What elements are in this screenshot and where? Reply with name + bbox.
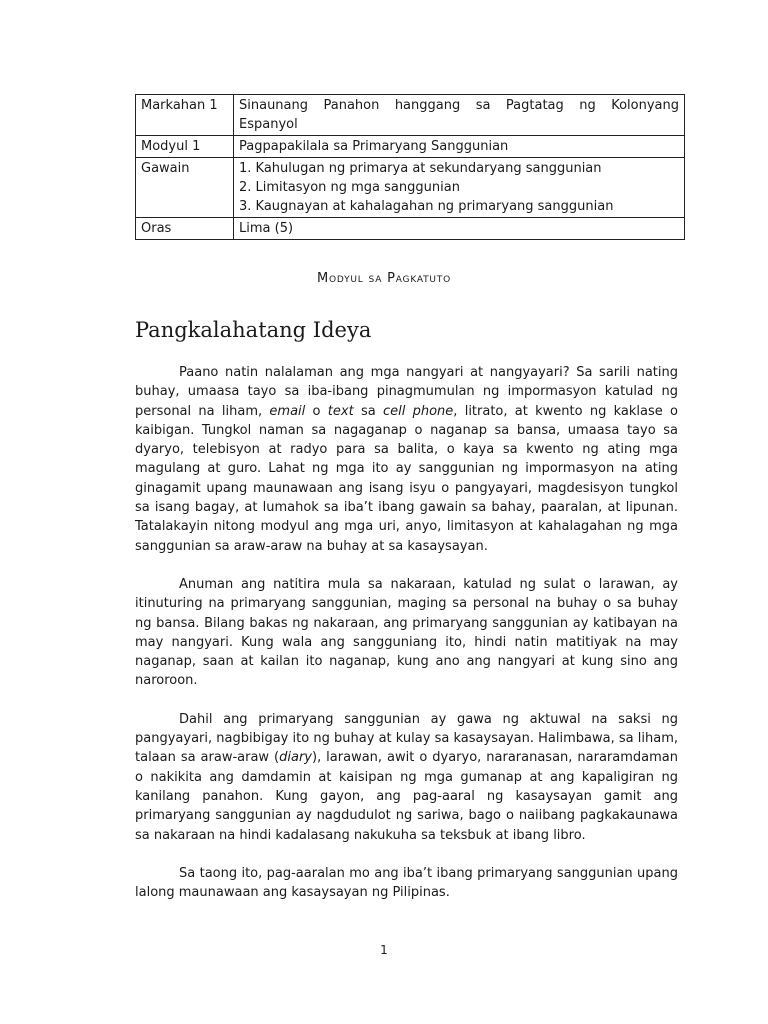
table-row-markahan xyxy=(136,95,685,136)
page-number: 1 xyxy=(380,943,388,957)
markahan-label: Markahan 1 xyxy=(136,95,234,136)
paragraph-1-text-4: , litrato, at kwento ng kaklase o kaibigan. Tungkol naman sa nagaganap o naganap sa bansa, umaasa tayo sa dyaryo, telebisyon at radyo para sa balita, o kaya sa kwento ng ating mga magulang at guro. Lahat ng mga ito ay sanggunian ng impormasyon na ating ginagamit upang maunawaan ang isang isyu o pangyayari, magdesisyon tungkol sa isang bagay, at lumahok sa iba’t ibang gawain sa bahay, paaralan, at lipunan. Tatalakayin nitong modyul ang mga uri, anyo, limitasyon at kahalagahan ng mga sanggunian sa araw-araw na buhay at sa kasaysayan. xyxy=(135,403,679,554)
paragraph-2: Anuman ang natitira mula sa nakaraan, katulad ng sulat o larawan, ay itinuturing na primaryang sanggunian, maging sa personal na buhay o sa buhay ng bansa. Bilang bakas ng nakaraan, ang primaryang sanggunian ay katibayan na may nangyari. Kung wala ang sangguniang ito, hindi natin matitiyak na may naganap, saan at kailan ito naganap, kung ano ang nangyari at kung sino ang naroroon. xyxy=(135,576,678,689)
paragraph-3-diary: diary xyxy=(279,750,312,766)
module-info-table xyxy=(135,94,685,240)
body-text xyxy=(135,363,678,921)
oras-label: Oras xyxy=(136,218,234,240)
paragraph-1-text-3: sa xyxy=(353,403,383,419)
paragraph-4: Sa taong ito, pag-aaralan mo ang iba’t ibang primaryang sanggunian upang lalong maunawaan ang kasaysayan ng Pilipinas. xyxy=(135,865,678,901)
paragraph-1-text-1: Paano natin nalalaman ang mga nangyari at nangyayari? Sa sarili nating buhay, umaasa tayo sa iba-ibang pinagmumulan ng impormasyon katulad ng personal na liham, xyxy=(135,365,678,419)
markahan-value-line2: Espanyol xyxy=(239,117,298,132)
table-row-oras xyxy=(136,218,685,240)
gawain-item: 3. Kaugnayan at kahalagahan ng primaryang sanggunian xyxy=(239,199,614,214)
paragraph-1-cellphone: cell phone xyxy=(382,403,454,419)
paragraph-3-text-2: ), larawan, awit o dyaryo, nararanasan, nararamdaman o nakikita ang damdamin at kaisipan ng mga gumanap at ang kapaligiran ng kanilang panahon. Kung gayon, ang pag-aaral ng kasaysayan gamit ang primaryang sanggunian ay nagdudulot ng sariwa, bago o naiibang pagkakaunawa sa nakaraan na hindi kadalasang nakukuha sa teksbuk at ibang libro. xyxy=(135,750,678,843)
modyul-label: Modyul 1 xyxy=(136,136,234,158)
markahan-value-line1: Sinaunang Panahon hanggang sa Pagtatag ng Kolonyang xyxy=(239,98,679,113)
gawain-item: 2. Limitasyon ng mga sanggunian xyxy=(239,180,460,195)
gawain-label: Gawain xyxy=(136,158,234,218)
modyul-value: Pagpapakilala sa Primaryang Sanggunian xyxy=(234,136,685,158)
markahan-value xyxy=(234,95,685,136)
gawain-item: 1. Kahulugan ng primarya at sekundaryang sanggunian xyxy=(239,161,602,176)
section-heading: Pangkalahatang Ideya xyxy=(135,318,372,342)
paragraph-1-text-term: text xyxy=(327,403,354,419)
table-row-gawain xyxy=(136,158,685,218)
paragraph-3 xyxy=(135,710,678,845)
oras-value: Lima (5) xyxy=(234,218,685,240)
paragraph-1-email: email xyxy=(269,403,306,419)
gawain-value xyxy=(234,158,685,218)
module-title: Modyul sa Pagkatuto xyxy=(316,271,452,286)
paragraph-3-text-1: Dahil ang primaryang sanggunian ay gawa ng aktuwal na saksi ng pangyayari, nagbibigay ito ng buhay at kulay sa kasaysayan. Halimbawa, sa liham, talaan sa araw-araw ( xyxy=(135,711,678,766)
paragraph-1 xyxy=(135,363,678,556)
paragraph-1-text-2: o xyxy=(305,403,328,419)
table-row-modyul xyxy=(136,136,685,158)
